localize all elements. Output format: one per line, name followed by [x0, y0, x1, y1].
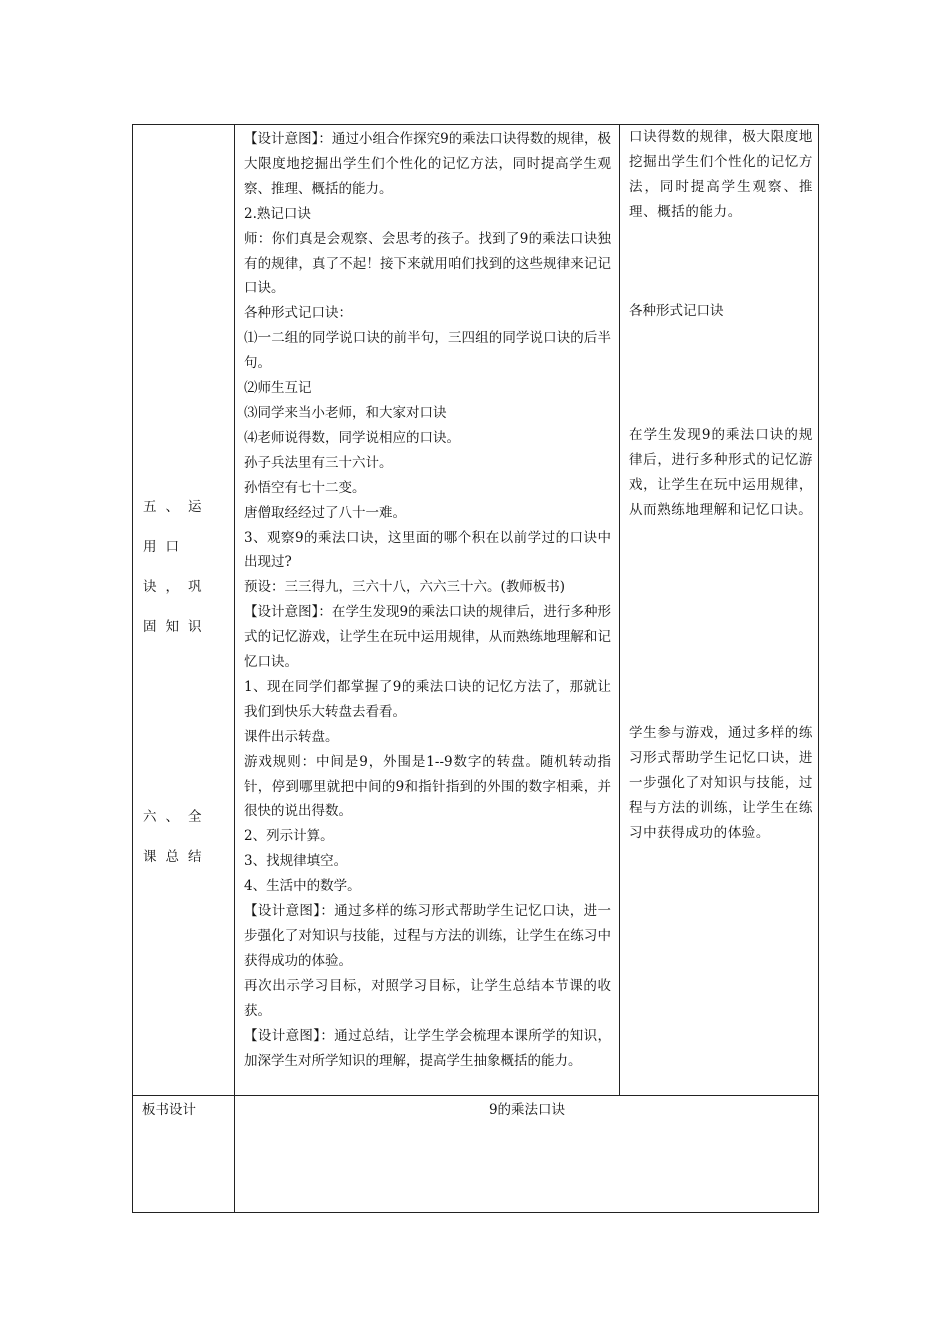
- paragraph: 2、列示计算。: [244, 828, 334, 845]
- paragraph: 2.熟记口诀: [244, 205, 311, 222]
- section-6-label: 六、全课总结: [143, 809, 211, 865]
- lesson-row: [133, 125, 819, 1096]
- paragraph: ⑶同学来当小老师，和大家对口诀: [244, 404, 447, 421]
- paragraph: 【设计意图】：在学生发现9的乘法口诀的规律后，进行多种形式的记忆游戏，让学生在玩中运用规律，从而熟练地理解和记忆口诀。: [244, 604, 611, 671]
- design-note-3: 在学生发现9的乘法口诀的规律后，进行多种形式的记忆游戏，让学生在玩中运用规律，从而熟练地理解和记忆口诀。: [629, 427, 813, 518]
- paragraph: ⑷老师说得数，同学说相应的口诀。: [244, 429, 460, 446]
- board-design-row: [133, 1096, 819, 1213]
- design-note-4: 学生参与游戏，通过多样的练习形式帮助学生记忆口诀，进一步强化了对知识与技能，过程与方法的训练，让学生在练习中获得成功的体验。: [629, 725, 813, 841]
- section-5-label: 五、运用口诀，巩固知识: [143, 499, 211, 635]
- paragraph: 4、生活中的数学。: [244, 878, 361, 895]
- board-design-content: [235, 1096, 819, 1213]
- paragraph: 孙子兵法里有三十六计。: [244, 454, 393, 471]
- section-label-cell: [133, 125, 235, 1096]
- board-design-label: 板书设计: [133, 1096, 235, 1213]
- paragraph: 【设计意图】：通过小组合作探究9的乘法口诀得数的规律，极大限度地挖掘出学生们个性化的记忆方法，同时提高学生观察、推理、概括的能力。: [244, 131, 611, 197]
- paragraph: 师：你们真是会观察、会思考的孩子。找到了9的乘法口诀独有的规律，真了不起！接下来就用咱们找到的这些规律来记记口诀。: [244, 230, 611, 297]
- design-notes-cell: [620, 125, 819, 1096]
- paragraph: 游戏规则：中间是9，外围是1--9数字的转盘。随机转动指针，停到哪里就把中间的9和指针指到的外围的数字相乘，并很快的说出得数。: [244, 753, 611, 820]
- paragraph: 【设计意图】：通过总结，让学生学会梳理本课所学的知识，加深学生对所学知识的理解，提高学生抽象概括的能力。: [244, 1027, 611, 1069]
- paragraph: 各种形式记口诀：: [244, 305, 352, 322]
- paragraph: 再次出示学习目标，对照学习目标，让学生总结本节课的收获。: [244, 977, 611, 1019]
- paragraph: 预设：三三得九，三六十八，六六三十六。(教师板书): [244, 579, 566, 596]
- lesson-plan-table: [132, 124, 819, 1213]
- paragraph: 课件出示转盘。: [244, 728, 339, 745]
- teaching-process-cell: [235, 125, 620, 1096]
- paragraph: 3、观察9的乘法口诀，这里面的哪个积在以前学过的口诀中出现过?: [244, 529, 611, 571]
- board-title: 9的乘法口诀: [488, 1102, 566, 1118]
- design-note-1: 口诀得数的规律，极大限度地挖掘出学生们个性化的记忆方法，同时提高学生观察、推理、概括的能力。: [629, 129, 813, 220]
- design-note-2: 各种形式记口诀: [629, 303, 724, 319]
- paragraph: ⑴一二组的同学说口诀的前半句，三四组的同学说口诀的后半句。: [244, 330, 611, 372]
- paragraph: 3、找规律填空。: [244, 853, 348, 870]
- paragraph: 1、现在同学们都掌握了9的乘法口诀的记忆方法了，那就让我们到快乐大转盘去看看。: [244, 678, 611, 720]
- paragraph: 唐僧取经经过了八十一难。: [244, 504, 406, 521]
- paragraph: ⑵师生互记: [244, 380, 312, 397]
- paragraph: 【设计意图】：通过多样的练习形式帮助学生记忆口诀，进一步强化了对知识与技能，过程与方法的训练，让学生在练习中获得成功的体验。: [244, 903, 611, 969]
- paragraph: 孙悟空有七十二变。: [244, 479, 366, 496]
